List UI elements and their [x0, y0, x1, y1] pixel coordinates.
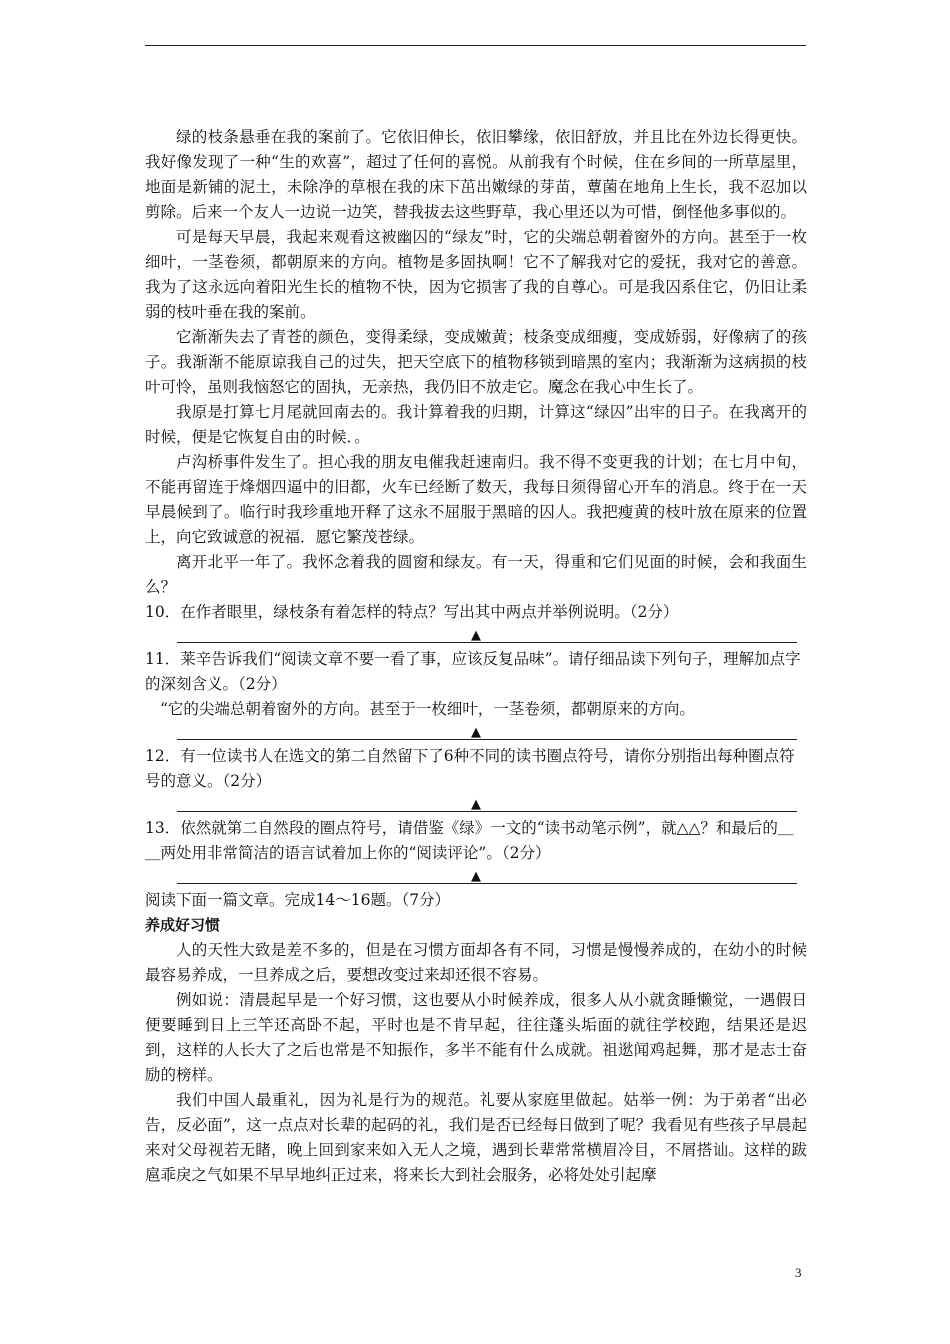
passage1-paragraph-2: 可是每天早晨，我起来观看这被幽囚的“绿友”时，它的尖端总朝着窗外的方向。甚至于一枚细叶，一茎卷须，都朝原来的方向。植物是多固执啊！它不了解我对它的爱抚，我对它的善意。我为了这永远向着阳光生长的植物不快，因为它损害了我的自尊心。可是我囚系住它，仍旧让柔弱的枝叶垂在我的案前。	[145, 228, 807, 321]
passage2-paragraph-1: 人的天性大致是差不多的，但是在习惯方面却各有不同，习惯是慢慢养成的，在幼小的时候最容易养成，一旦养成之后，要想改变过来却还很不容易。	[145, 941, 807, 984]
passage2-intro: 阅读下面一篇文章。完成14～16题。（7分）	[145, 891, 451, 909]
question-12: 12．有一位读书人在选文的第二自然留下了6种不同的读书圈点符号，请你分别指出每种圈点符号的意义。（2分）	[145, 747, 795, 790]
passage2-paragraph-2: 例如说：清晨起早是一个好习惯，这也要从小时候养成，很多人从小就贪睡懒觉，一遇假日便要睡到日上三竿还高卧不起，平时也是不肯早起，往往蓬头垢面的就往学校跑，结果还是迟到，这样的人长大了之后也常是不知振作，多半不能有什么成就。祖逖闻鸡起舞，那才是志士奋励的榜样。	[145, 991, 807, 1084]
question-13: 13．依然就第二自然段的圈点符号，请借鉴《绿》一文的“读书动笔示例”，就△△？和最后的＿＿两处用非常简洁的语言试着加上你的“阅读评论”。（2分）	[145, 819, 794, 862]
answer-marker-icon: ▲	[471, 725, 481, 740]
question-11-quote: “它的尖端总朝着窗外的方向。甚至于一枚细叶，一茎卷须，都朝原来的方向。	[160, 700, 695, 718]
answer-line-11	[145, 722, 807, 740]
page-content	[145, 125, 807, 1188]
header-rule	[145, 45, 806, 46]
answer-line-13	[145, 866, 807, 884]
page-number: 3	[795, 1265, 802, 1280]
passage2-title: 养成好习惯	[145, 916, 221, 934]
passage2-paragraph-3: 我们中国人最重礼，因为礼是行为的规范。礼要从家庭里做起。姑举一例：为于弟者“出必告，反必面”，这一点点对长辈的起码的礼，我们是否已经每日做到了呢？我看见有些孩子早晨起来对父母视若无睹，晚上回到家来如入无人之境，遇到长辈常常横眉冷目，不屑搭讪。这样的跋扈乖戾之气如果不早早地纠正过来，将来长大到社会服务，必将处处引起摩	[145, 1091, 807, 1184]
answer-marker-icon: ▲	[471, 797, 481, 812]
passage1-paragraph-3: 它渐渐失去了青苍的颜色，变得柔绿，变成嫩黄；枝条变成细瘦，变成娇弱，好像病了的孩子。我渐渐不能原谅我自己的过失，把天空底下的植物移锁到暗黑的室内；我渐渐为这病损的枝叶可怜，虽则我恼怒它的固执，无亲热，我仍旧不放走它。魔念在我心中生长了。	[145, 328, 807, 396]
answer-line-12	[145, 794, 807, 812]
passage1-paragraph-6: 离开北平一年了。我怀念着我的圆窗和绿友。有一天，得重和它们见面的时候，会和我面生么？	[145, 553, 807, 596]
passage1-paragraph-5: 卢沟桥事件发生了。担心我的朋友电催我赶速南归。我不得不变更我的计划；在七月中旬，不能再留连于烽烟四逼中的旧都，火车已经断了数天，我每日须得留心开车的消息。终于在一天早晨候到了。临行时我珍重地开释了这永不屈服于黑暗的囚人。我把瘦黄的枝叶放在原来的位置上，向它致诚意的祝福．愿它繁茂苍绿。	[145, 453, 807, 546]
answer-line-10	[145, 625, 807, 643]
question-10: 10．在作者眼里，绿枝条有着怎样的特点？写出其中两点并举例说明。（2分）	[145, 603, 679, 621]
passage1-paragraph-1: 绿的枝条悬垂在我的案前了。它依旧伸长，依旧攀缘，依旧舒放，并且比在外边长得更快。我好像发现了一种“生的欢喜”，超过了任何的喜悦。从前我有个时候，住在乡间的一所草屋里，地面是新铺的泥土，未除净的草根在我的床下茁出嫩绿的芽苗，蕈菌在地角上生长，我不忍加以剪除。后来一个友人一边说一边笑，替我拔去这些野草，我心里还以为可惜，倒怪他多事似的。	[145, 128, 807, 221]
question-11: 11．莱辛告诉我们“阅读文章不要一看了事，应该反复品味”。请仔细品读下列句子，理解加点字的深刻含义。（2分）	[145, 650, 801, 693]
passage1-paragraph-4: 我原是打算七月尾就回南去的。我计算着我的归期，计算这“绿囚”出牢的日子。在我离开的时候，便是它恢复自由的时候．。	[145, 403, 807, 446]
answer-marker-icon: ▲	[471, 628, 481, 643]
answer-marker-icon: ▲	[471, 869, 481, 884]
